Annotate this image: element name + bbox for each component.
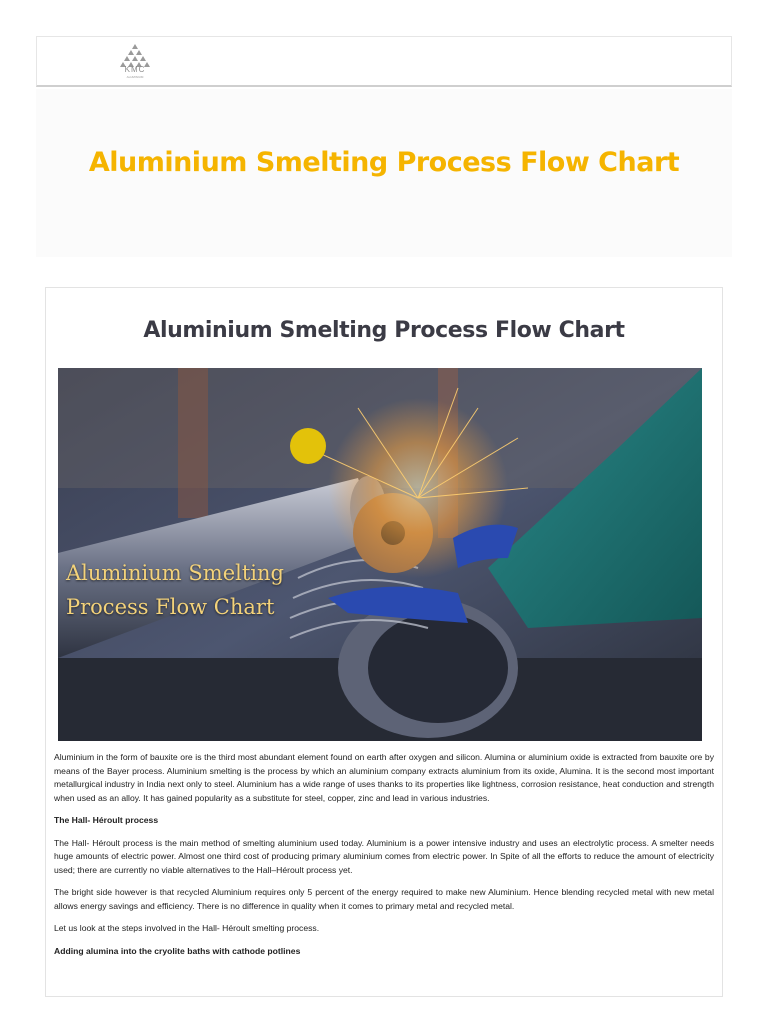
- article-title: Aluminium Smelting Process Flow Chart: [143, 318, 625, 343]
- site-header: [36, 36, 732, 87]
- overlay-line-2: Process Flow Chart: [66, 595, 275, 619]
- paragraph-intro: Aluminium in the form of bauxite ore is the third most abundant element found on earth after oxygen and silicon. Alumina or aluminium oxide is extracted from bauxite ore by means of the Bayer process. Aluminium smelting is the process by which an aluminium company extracts aluminium from its oxide, Alumina. It is the second most important metallurgical industry in India next only to steel. Aluminium has a wide range of uses thanks to its properties like lightness, corrosion resistance, heat conduction and strength when used as an alloy. It has gained popularity as a substitute for steel, copper, zinc and lead in various industries.: [54, 752, 714, 803]
- logo-wordmark: KMC: [124, 65, 146, 74]
- paragraph-recycling: The bright side however is that recycled Aluminium requires only 5 percent of the energy required to make new Aluminium. Hence blending recycled metal with new metal allows energy savings and efficiency. There is no difference in quality when it comes to primary metal and recycled metal.: [54, 887, 714, 911]
- hero-banner: [36, 89, 732, 257]
- section-heading-hall-heroult: The Hall- Héroult process: [54, 815, 159, 825]
- page-title: Aluminium Smelting Process Flow Chart: [88, 147, 680, 178]
- section-heading-adding-alumina: Adding alumina into the cryolite baths with cathode potlines: [54, 945, 301, 956]
- paragraph-hall-heroult: The Hall- Héroult process is the main method of smelting aluminium used today. Aluminium is a power intensive industry and uses an electrolytic process. A smelter needs huge amounts of electric power. Almost one third cost of producing primary aluminium comes from electric power. In Spite of all the efforts to reduce the amount of electricity used; there are currently no viable alternatives to the Hall–Héroult process yet.: [54, 837, 714, 875]
- article-body: [54, 751, 714, 967]
- paragraph-steps-intro: Let us look at the steps involved in the Hall- Héroult smelting process.: [54, 923, 320, 933]
- overlay-line-1: Aluminium Smelting: [66, 561, 284, 585]
- article-hero-image: [58, 368, 702, 741]
- image-overlay-title: [66, 556, 326, 624]
- logo-subtext: ALUMINIUM: [126, 75, 144, 79]
